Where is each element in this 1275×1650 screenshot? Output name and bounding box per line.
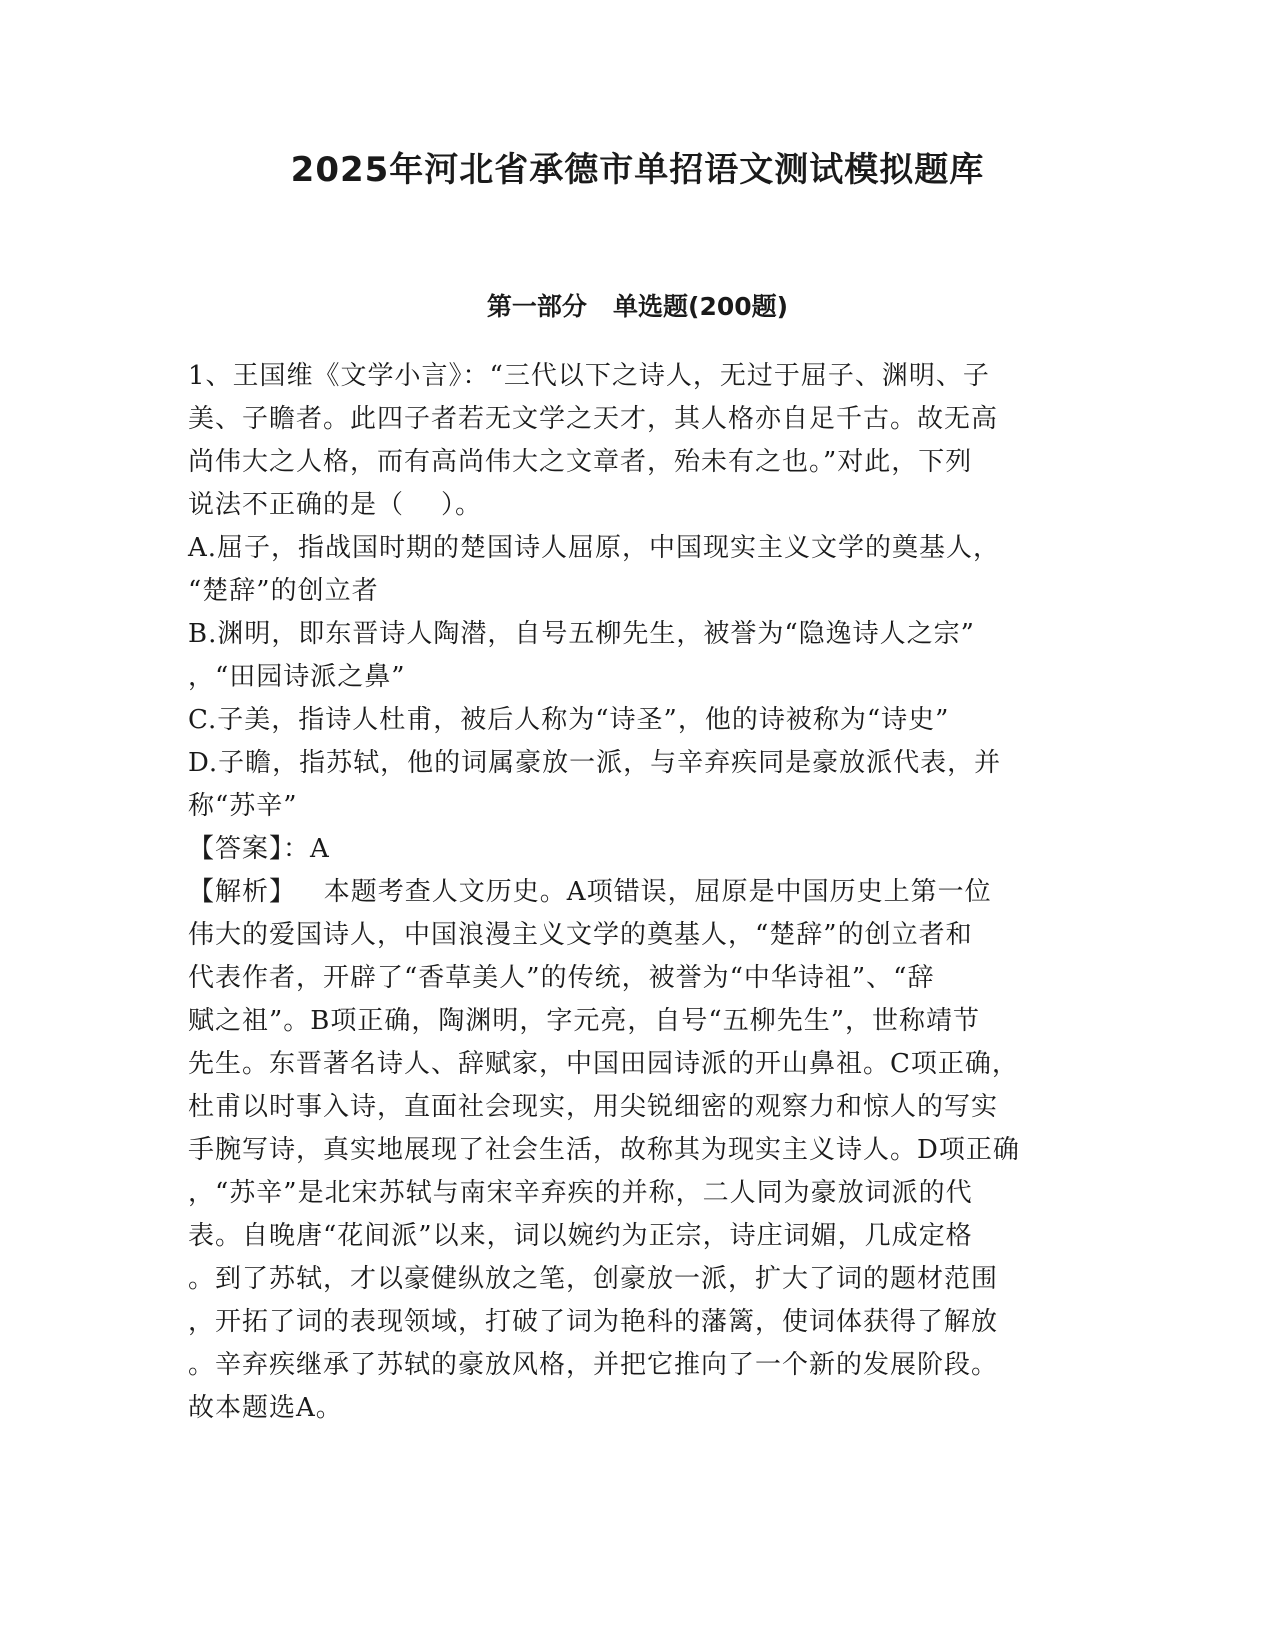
analysis-line: 伟大的爱国诗人，中国浪漫主义文学的奠基人，“楚辞”的创立者和 [188, 920, 973, 950]
section-heading: 第一部分 单选题(200题) [486, 292, 789, 321]
stem-line: 说法不正确的是（ ）。 [188, 490, 483, 520]
analysis-line: 代表作者，开辟了“香草美人”的传统，被誉为“中华诗祖”、“辞 [188, 963, 935, 993]
question-options [188, 527, 1088, 828]
answer-line: 【答案】：A [188, 834, 330, 864]
analysis-line: 【解析】 本题考查人文历史。A项错误，屈原是中国历史上第一位 [188, 877, 992, 907]
analysis-line: 表。自晚唐“花间派”以来，词以婉约为正宗，诗庄词媚，几成定格 [188, 1221, 973, 1251]
analysis-line: 赋之祖”。B项正确，陶渊明，字元亮，自号“五柳先生”，世称靖节 [188, 1006, 980, 1036]
option-a-line: “楚辞”的创立者 [188, 576, 379, 606]
option-c-line: C.子美，指诗人杜甫，被后人称为“诗圣”，他的诗被称为“诗史” [188, 705, 950, 735]
analysis-line: 先生。东晋著名诗人、辞赋家，中国田园诗派的开山鼻祖。C项正确， [188, 1049, 1019, 1079]
analysis-line: 杜甫以时事入诗，直面社会现实，用尖锐细密的观察力和惊人的写实 [188, 1092, 999, 1122]
analysis-line: 。到了苏轼，才以豪健纵放之笔，创豪放一派，扩大了词的题材范围 [188, 1264, 999, 1294]
analysis-line: 手腕写诗，真实地展现了社会生活，故称其为现实主义诗人。D项正确 [188, 1135, 1020, 1165]
option-a-line: A.屈子，指战国时期的楚国诗人屈原，中国现实主义文学的奠基人， [188, 533, 1001, 563]
analysis-line: ，开拓了词的表现领域，打破了词为艳科的藩篱，使词体获得了解放 [188, 1307, 999, 1337]
analysis-line: 故本题选A。 [188, 1393, 343, 1423]
option-b-line: ，“田园诗派之鼻” [188, 662, 406, 692]
analysis-line: 。辛弃疾继承了苏轼的豪放风格，并把它推向了一个新的发展阶段。 [188, 1350, 999, 1380]
option-d-line: 称“苏辛” [188, 791, 298, 821]
option-d-line: D.子瞻，指苏轼，他的词属豪放一派，与辛弃疾同是豪放派代表，并 [188, 748, 1002, 778]
page-title: 2025年河北省承德市单招语文测试模拟题库 [290, 150, 985, 190]
analysis-line: ，“苏辛”是北宋苏轼与南宋辛弃疾的并称，二人同为豪放词派的代 [188, 1178, 973, 1208]
stem-line: 尚伟大之人格，而有高尚伟大之文章者，殆未有之也。”对此，下列 [188, 447, 973, 477]
question-block [188, 355, 1088, 1430]
question-stem [188, 355, 1088, 527]
option-b-line: B.渊明，即东晋诗人陶潜，自号五柳先生，被誉为“隐逸诗人之宗” [188, 619, 975, 649]
analysis-block [188, 871, 1088, 1430]
stem-line: 美、子瞻者。此四子者若无文学之天才，其人格亦自足千古。故无高 [188, 404, 999, 434]
stem-line: 1、王国维《文学小言》：“三代以下之诗人，无过于屈子、渊明、子 [188, 361, 990, 391]
